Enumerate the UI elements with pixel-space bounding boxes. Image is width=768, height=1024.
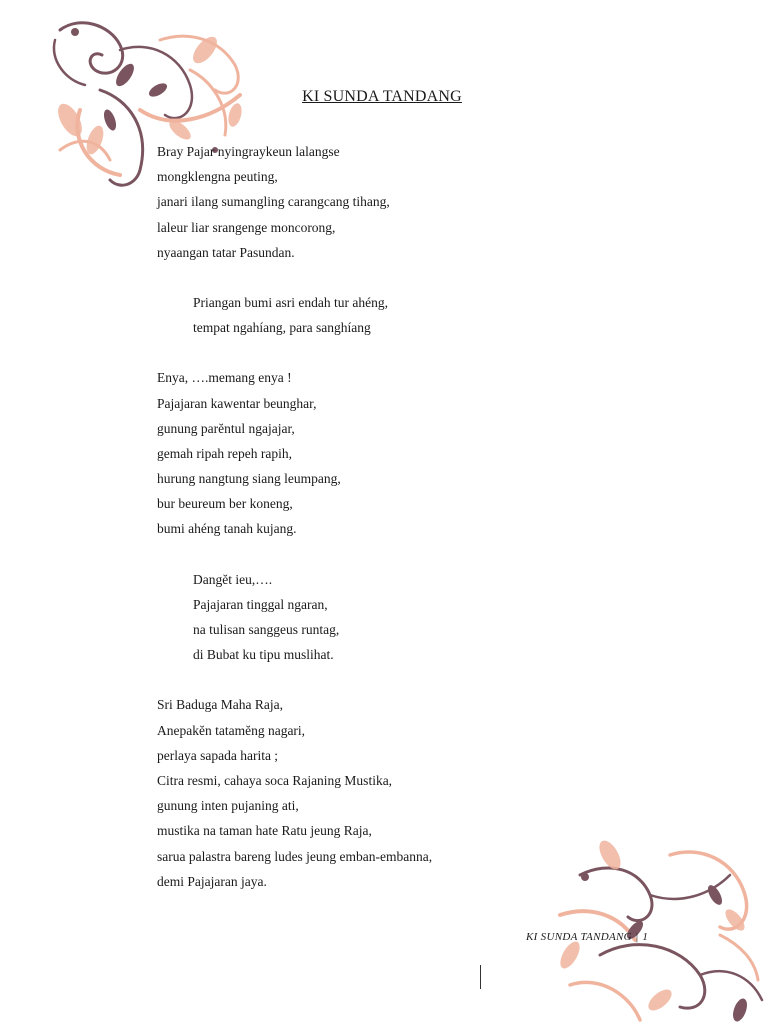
poem-line: Bray Pajar nyingraykeun lalangse <box>157 144 340 159</box>
text-cursor <box>480 965 481 989</box>
poem-line: na tulisan sanggeus runtag, <box>193 622 340 637</box>
poem-line: mustika na taman hate Ratu jeung Raja, <box>157 823 372 839</box>
poem-line: gemah ripah repeh rapih, <box>157 445 292 461</box>
poem-line: Enya, ….memang enya ! <box>157 370 292 386</box>
poem-line: tempat ngahíang, para sanghíang <box>193 320 371 336</box>
poem-line: hurung nangtung siang leumpang, <box>157 471 341 487</box>
poem-line: Anepakĕn tatamĕng nagari, <box>157 722 306 738</box>
poem-line: di Bubat ku tipu muslihat. <box>193 647 334 663</box>
poem-line: Dangĕt ieu,…. <box>193 571 273 587</box>
poem-line: nyaangan tatar Pasundan. <box>157 244 295 260</box>
stanza <box>157 290 677 340</box>
stanza <box>157 567 677 668</box>
poem-line: mongklengna peuting, <box>157 169 278 185</box>
poem-line: Citra resmi, cahaya soca Rajaning Mustika, <box>157 772 393 788</box>
poem-line: Pajajaran tinggal ngaran, <box>193 596 328 612</box>
poem-line: sarua palastra bareng ludes jeung emban-embanna, <box>157 848 433 864</box>
poem-line: bumi ahéng tanah kujang. <box>157 521 297 537</box>
stanza <box>157 139 677 265</box>
poem-line: Priangan bumi asri endah tur ahéng, <box>193 294 388 310</box>
poem-line: Sri Baduga Maha Raja, <box>157 697 283 713</box>
footer-running-title: KI SUNDA TANDANG <box>526 931 632 943</box>
stanza <box>157 365 677 541</box>
poem-line: gunung inten pujaning ati, <box>157 798 299 814</box>
poem-line: Pajajaran kawentar beunghar, <box>157 395 317 411</box>
poem-line: laleur liar srangenge moncorong, <box>157 219 336 235</box>
stanza <box>157 692 677 894</box>
poem-line: perlaya sapada harita ; <box>157 747 279 763</box>
poem-line: demi Pajajaran jaya. <box>157 873 267 889</box>
document-title-text: KI SUNDA TANDANG <box>302 88 462 105</box>
poem-line: bur beureum ber koneng, <box>157 496 293 512</box>
page-footer <box>526 931 648 943</box>
poem-line: gunung parĕntul ngajajar, <box>157 420 295 436</box>
footer-separator: | <box>635 931 639 943</box>
poem-body <box>157 139 677 919</box>
document-title <box>0 88 768 106</box>
poem-line: janari ilang sumangling carangcang tihang, <box>157 194 390 210</box>
footer-page-number: 1 <box>642 931 649 943</box>
